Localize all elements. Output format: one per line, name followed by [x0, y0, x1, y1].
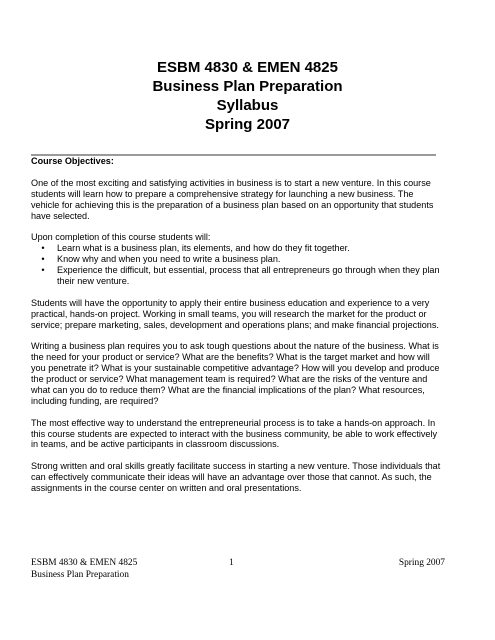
title-course-name: Business Plan Preparation: [152, 78, 343, 95]
bullet-icon: •: [41, 243, 45, 254]
list-item: [31, 254, 441, 265]
objectives-heading: Course Objectives:: [31, 156, 114, 166]
page-number: 1: [229, 558, 234, 568]
footer-term: Spring 2007: [398, 558, 445, 568]
page-footer: [31, 557, 445, 581]
paragraph: Writing a business plan requires you to ask tough questions about the nature of the business. What is the need for your product or service? What are the benefits? What is the target market and how will you penetrate it? What is your sustainable competitive advantage? How will you develop and produce the product or service? What management team is required? What are the risks of the venture and what can you do to reduce them? What are the financial implications of the plan? What resources, including funding, are required?: [31, 341, 440, 406]
bullet-icon: •: [41, 265, 45, 276]
title-doc-type: Syllabus: [216, 97, 279, 114]
footer-course: ESBM 4830 & EMEN 4825: [31, 558, 138, 568]
objectives-intro: One of the most exciting and satisfying activities in business is to start a new venture. In this course students will learn how to prepare a comprehensive strategy for launching a new business. The vehicle for achieving this is the preparation of a business plan based on an opportunity that students have selected.: [31, 177, 434, 221]
footer-subtitle: Business Plan Preparation: [31, 570, 129, 580]
list-item: [31, 265, 441, 287]
list-item-text: Know why and when you need to write a business plan.: [57, 254, 281, 265]
list-item-text: Learn what is a business plan, its elements, and how do they fit together.: [57, 243, 350, 254]
list-item: [31, 243, 441, 254]
objectives-lead: Upon completion of this course students will:: [31, 232, 211, 243]
document-title: [30, 58, 465, 134]
title-term: Spring 2007: [204, 116, 291, 133]
footer-row: [31, 557, 445, 569]
document-body: [31, 156, 441, 505]
bullet-icon: •: [41, 254, 45, 265]
list-item-text: Experience the difficult, but essential, process that all entrepreneurs go through when they plan their new venture.: [57, 265, 440, 286]
paragraph: Strong written and oral skills greatly facilitate success in starting a new venture. Those individuals that can effectively communicate their ideas will have an advantage over those that cannot. As such, the assignments in the course center on written and oral presentations.: [31, 461, 441, 494]
paragraph: Students will have the opportunity to apply their entire business education and experience to a very practical, hands-on project. Working in small teams, you will research the market for the product or service; prepare marketing, sales, development and operations plans; and make financial projections.: [31, 297, 439, 330]
objectives-list: [31, 243, 441, 287]
paragraph: The most effective way to understand the entrepreneurial process is to take a hands-on approach. In this course students are expected to interact with the business community, be able to work effectively in teams, and be active participants in classroom discussions.: [31, 417, 438, 450]
title-course-codes: ESBM 4830 & EMEN 4825: [157, 59, 338, 76]
